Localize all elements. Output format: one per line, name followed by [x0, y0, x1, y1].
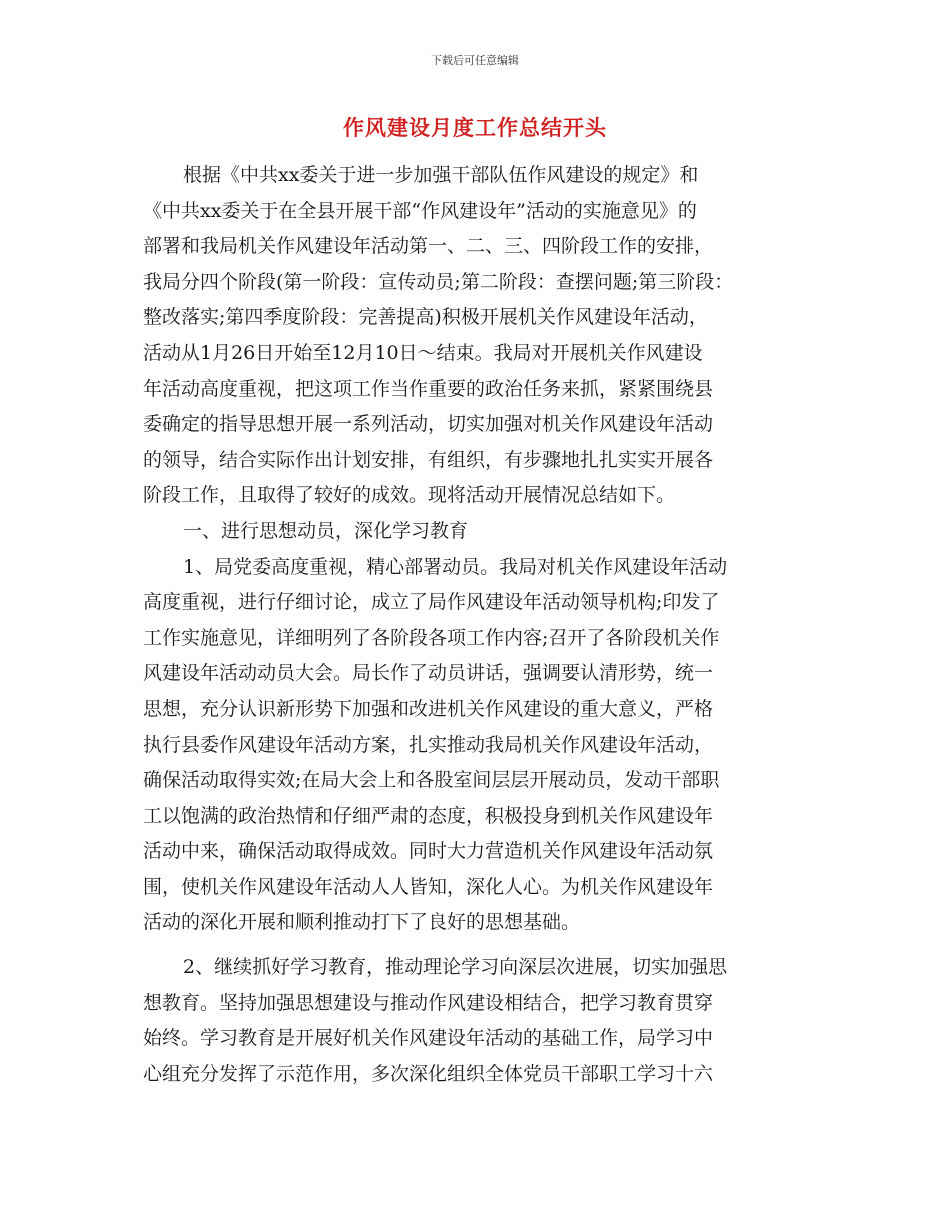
text-line: 1、局党委高度重视，精心部署动员。我局对机关作风建设年活动 — [183, 555, 728, 578]
text-line: 想教育。坚持加强思想建设与推动作风建设相结合，把学习教育贯穿 — [143, 991, 714, 1014]
text-line: 阶段工作，且取得了较好的成效。现将活动开展情况总结如下。 — [143, 484, 676, 507]
text-line: 《中共xx委关于在全县开展干部“作风建设年”活动的实施意见》的 — [143, 199, 697, 222]
text-line: 我局分四个阶段(第一阶段：宣传动员;第二阶段：查摆问题;第三阶段： — [143, 270, 734, 293]
text-line: 活动中来，确保活动取得成效。同时大力营造机关作风建设年活动氛 — [143, 840, 714, 863]
text-line: 年活动高度重视，把这项工作当作重要的政治任务来抓，紧紧围绕县 — [143, 377, 714, 400]
section-heading: 一、进行思想动员，深化学习教育 — [183, 519, 469, 542]
document-title: 作风建设月度工作总结开头 — [343, 116, 607, 140]
text-line: 活动的深化开展和顺利推动打下了良好的思想基础。 — [143, 911, 581, 934]
text-line: 围，使机关作风建设年活动人人皆知，深化人心。为机关作风建设年 — [143, 875, 714, 898]
document-body — [143, 158, 833, 1092]
text-line: 风建设年活动动员大会。局长作了动员讲话，强调要认清形势，统一 — [143, 662, 714, 685]
text-line: 部署和我局机关作风建设年活动第一、二、三、四阶段工作的安排， — [143, 235, 714, 258]
text-line: 整改落实;第四季度阶段：完善提高)积极开展机关作风建设年活动， — [143, 306, 708, 329]
text-line: 执行县委作风建设年活动方案，扎实推动我局机关作风建设年活动， — [143, 733, 714, 756]
text-line: 确保活动取得实效;在局大会上和各股室间层层开展动员，发动干部职 — [143, 769, 720, 792]
text-line: 高度重视，进行仔细讨论，成立了局作风建设年活动领导机构;印发了 — [143, 591, 720, 614]
text-line: 委确定的指导思想开展一系列活动，切实加强对机关作风建设年活动 — [143, 413, 714, 436]
text-line: 2、继续抓好学习教育，推动理论学习向深层次进展，切实加强思 — [183, 956, 728, 979]
paragraph-gap — [143, 941, 833, 950]
text-line: 根据《中共xx委关于进一步加强干部队伍作风建设的规定》和 — [183, 164, 699, 186]
text-line: 活动从1月26日开始至12月10日～结束。我局对开展机关作风建设 — [143, 341, 703, 364]
text-line: 心组充分发挥了示范作用，多次深化组织全体党员干部职工学习十六 — [143, 1062, 714, 1085]
text-line: 思想，充分认识新形势下加强和改进机关作风建设的重大意义，严格 — [143, 697, 714, 720]
page-header-note: 下载后可任意编辑 — [431, 54, 519, 67]
text-line: 工作实施意见，详细明列了各阶段各项工作内容;召开了各阶段机关作 — [143, 626, 720, 649]
text-line: 的领导，结合实际作出计划安排，有组织，有步骤地扎扎实实开展各 — [143, 448, 714, 471]
text-line: 始终。学习教育是开展好机关作风建设年活动的基础工作，局学习中 — [143, 1027, 714, 1050]
text-line: 工以饱满的政治热情和仔细严肃的态度，积极投身到机关作风建设年 — [143, 804, 714, 827]
